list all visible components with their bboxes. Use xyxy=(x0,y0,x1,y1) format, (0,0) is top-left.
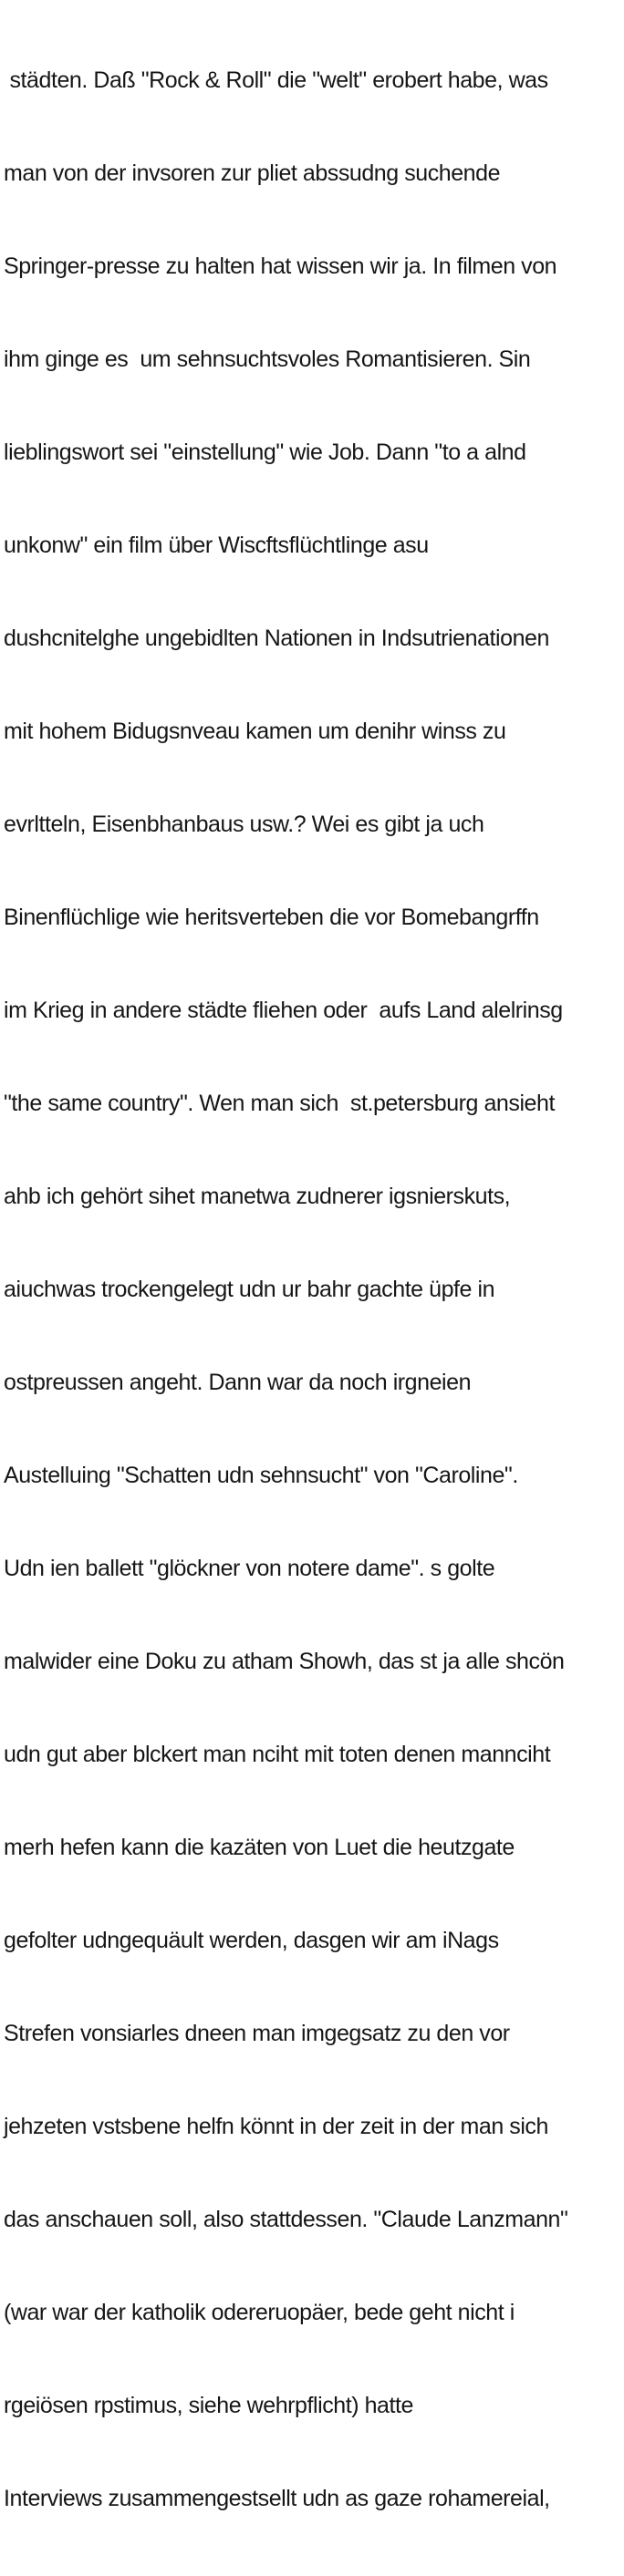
document-text-block xyxy=(4,3,624,2576)
text-line: rgeiösen rpstimus, siehe wehrpflicht) hatte xyxy=(4,2393,413,2418)
text-line: Udn ien ballett "glöckner von notere dame". s golte xyxy=(4,1556,495,1581)
text-line: Interviews zusammengestsellt udn as gaze rohamereial, xyxy=(4,2486,550,2511)
text-line: evrltteln, Eisenbhanbaus usw.? Wei es gibt ja uch xyxy=(4,812,484,837)
text-line: malwider eine Doku zu atham Showh, das st ja alle shcön xyxy=(4,1649,565,1674)
text-line: jehzeten vstsbene helfn könnt in der zeit in der man sich xyxy=(4,2114,548,2139)
text-line: "the same country". Wen man sich st.petersburg ansieht xyxy=(4,1091,555,1116)
text-line: udn gut aber blckert man nciht mit toten denen mannciht xyxy=(4,1742,551,1767)
text-line: städten. Daß "Rock & Roll" die "welt" erobert habe, was xyxy=(4,67,548,93)
text-line: Binenflüchlige wie heritsverteben die vor Bomebangrffn xyxy=(4,905,539,930)
text-line: merh hefen kann die kazäten von Luet die heutzgate xyxy=(4,1835,515,1860)
text-line: dushcnitelghe ungebidlten Nationen in Indsutrienationen xyxy=(4,626,549,651)
text-line: Austelluing "Schatten udn sehnsucht" von "Caroline". xyxy=(4,1463,518,1488)
text-line: Strefen vonsiarles dneen man imgegsatz zu den vor xyxy=(4,2021,510,2046)
text-line: das anschauen soll, also stattdessen. "Claude Lanzmann" xyxy=(4,2207,568,2232)
text-line: (war war der katholik odereruopäer, bede geht nicht i xyxy=(4,2300,515,2325)
text-line: ostpreussen angeht. Dann war da noch irgneien xyxy=(4,1370,472,1395)
text-line: aiuchwas trockengelegt udn ur bahr gachte üpfe in xyxy=(4,1277,495,1302)
text-line: unkonw" ein film über Wiscftsflüchtlinge asu xyxy=(4,533,429,558)
text-line: lieblingswort sei "einstellung" wie Job. Dann "to a alnd xyxy=(4,440,526,465)
text-line: mit hohem Bidugsnveau kamen um denihr winss zu xyxy=(4,719,506,744)
text-line: im Krieg in andere städte fliehen oder aufs Land alelrinsg xyxy=(4,998,563,1023)
text-line: man von der invsoren zur pliet abssudng suchende xyxy=(4,160,501,186)
text-line: gefolter udngequäult werden, dasgen wir am iNags xyxy=(4,1928,499,1953)
text-line: ahb ich gehört sihet manetwa zudnerer igsnierskuts, xyxy=(4,1184,511,1209)
text-line: Springer-presse zu halten hat wissen wir ja. In filmen von xyxy=(4,253,557,279)
text-line: ihm ginge es um sehnsuchtsvoles Romantisieren. Sin xyxy=(4,347,531,372)
